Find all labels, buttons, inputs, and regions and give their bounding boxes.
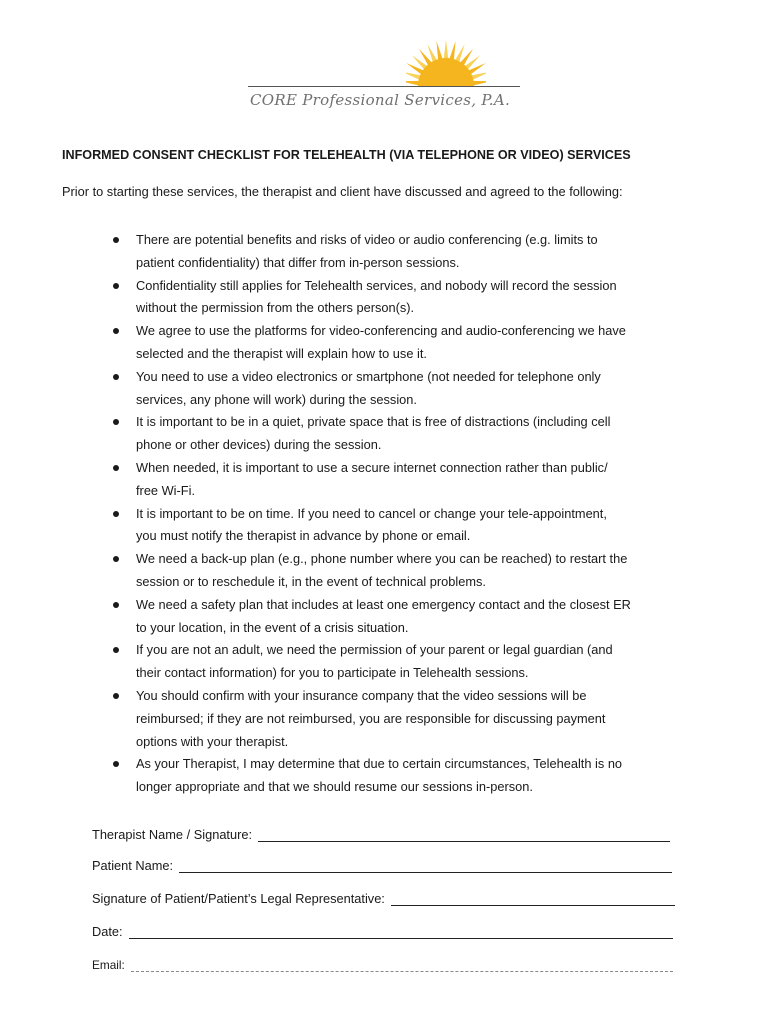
date-label: Date:	[92, 924, 123, 939]
logo-divider	[248, 86, 520, 87]
checklist-item: It is important to be on time. If you need to cancel or change your tele-appointment, you must notify the therapist in advance by phone or email.	[108, 503, 688, 549]
document-title: INFORMED CONSENT CHECKLIST FOR TELEHEALTH (VIA TELEPHONE OR VIDEO) SERVICES	[62, 148, 631, 162]
checklist-item: Confidentiality still applies for Telehealth services, and nobody will record the session without the permission from the others person(s).	[108, 275, 688, 321]
checklist-item: You need to use a video electronics or smartphone (not needed for telephone only services, any phone will work) during the session.	[108, 366, 688, 412]
patient-name-label: Patient Name:	[92, 858, 174, 873]
date-row	[92, 919, 673, 939]
sun-logo-icon	[406, 38, 486, 86]
intro-text: Prior to starting these services, the therapist and client have discussed and agreed to the following:	[62, 184, 623, 199]
company-logo	[248, 38, 538, 118]
patient-name-row	[92, 853, 672, 873]
checklist-item: When needed, it is important to use a secure internet connection rather than public/ free Wi-Fi.	[108, 457, 688, 503]
email-field[interactable]	[131, 957, 673, 972]
representative-signature-row	[92, 886, 675, 906]
checklist-item: We need a safety plan that includes at least one emergency contact and the closest ER to your location, in the event of a crisis situation.	[108, 594, 688, 640]
therapist-signature-row	[92, 822, 670, 842]
consent-checklist	[108, 229, 688, 799]
patient-name-field[interactable]	[179, 858, 672, 873]
representative-signature-field[interactable]	[391, 891, 675, 906]
checklist-item: There are potential benefits and risks of video or audio conferencing (e.g. limits to patient confidentiality) that differ from in-person sessions.	[108, 229, 688, 275]
checklist-item: We need a back-up plan (e.g., phone number where you can be reached) to restart the session or to reschedule it, in the event of technical problems.	[108, 548, 688, 594]
email-row	[92, 952, 673, 972]
therapist-signature-field[interactable]	[258, 827, 670, 842]
checklist-item: We agree to use the platforms for video-conferencing and audio-conferencing we have selected and the therapist will explain how to use it.	[108, 320, 688, 366]
checklist-item: You should confirm with your insurance company that the video sessions will be reimbursed; if they are not reimbursed, you are responsible for discussing payment options with your therapist.	[108, 685, 688, 753]
logo-text: CORE Professional Services, P.A.	[250, 91, 511, 109]
checklist-item: If you are not an adult, we need the permission of your parent or legal guardian (and their contact information) for you to participate in Telehealth sessions.	[108, 639, 688, 685]
date-field[interactable]	[129, 924, 673, 939]
representative-signature-label: Signature of Patient/Patient’s Legal Representative:	[92, 891, 385, 906]
email-label: Email:	[92, 958, 125, 972]
therapist-signature-label: Therapist Name / Signature:	[92, 827, 253, 842]
checklist-item: As your Therapist, I may determine that due to certain circumstances, Telehealth is no longer appropriate and that we should resume our sessions in-person.	[108, 753, 688, 799]
checklist-item: It is important to be in a quiet, private space that is free of distractions (including cell phone or other devices) during the session.	[108, 411, 688, 457]
